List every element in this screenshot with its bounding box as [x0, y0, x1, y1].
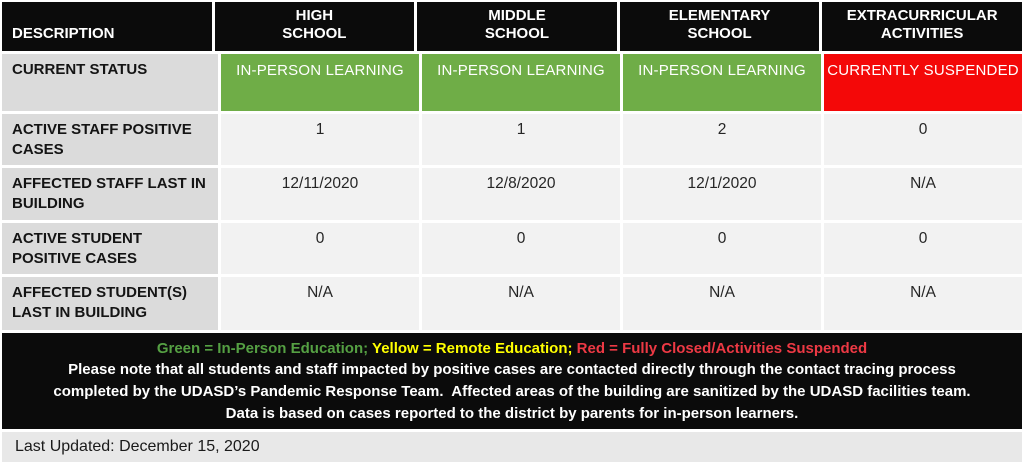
- col-header-line: HIGH: [295, 6, 334, 24]
- value-staff-date-elementary: 12/1/2020: [623, 168, 821, 220]
- col-header-middle-school: [417, 2, 617, 51]
- status-cell-middle-school: IN-PERSON LEARNING: [422, 54, 620, 111]
- table-row-affected-staff-date: [2, 168, 1022, 220]
- table-row-active-student-cases: [2, 223, 1022, 274]
- value-student-date-high: N/A: [221, 277, 419, 330]
- row-label-affected-student-date: AFFECTED STUDENT(S) LAST IN BUILDING: [2, 277, 218, 330]
- value-staff-cases-elementary: 2: [623, 114, 821, 165]
- value-staff-date-extracurricular: N/A: [824, 168, 1022, 220]
- col-header-description: [2, 2, 212, 51]
- status-table: [2, 2, 1022, 330]
- status-cell-elementary-school: IN-PERSON LEARNING: [623, 54, 821, 111]
- value-staff-cases-middle: 1: [422, 114, 620, 165]
- col-header-extracurricular: [822, 2, 1022, 51]
- table-header-row: [2, 2, 1022, 51]
- col-header-description-label: DESCRIPTION: [12, 25, 115, 43]
- value-student-cases-elementary: 0: [623, 223, 821, 274]
- value-staff-date-middle: 12/8/2020: [422, 168, 620, 220]
- last-updated-bar: [2, 432, 1022, 462]
- note-line-2: completed by the UDASD’s Pandemic Response Team. Affected areas of the building are sanitized by the UDASD facilities team.: [53, 383, 971, 400]
- row-label-active-staff-cases: ACTIVE STAFF POSITIVE CASES: [2, 114, 218, 165]
- table-row-current-status: [2, 54, 1022, 111]
- legend-yellow: Yellow = Remote Education;: [372, 339, 573, 357]
- col-header-line: SCHOOL: [687, 25, 752, 43]
- col-header-line: SCHOOL: [484, 25, 550, 43]
- col-header-line: ACTIVITIES: [880, 25, 964, 43]
- legend-green: Green = In-Person Education;: [156, 339, 369, 357]
- col-header-elementary-school: [620, 2, 820, 51]
- value-staff-cases-extracurricular: 0: [824, 114, 1022, 165]
- value-student-cases-extracurricular: 0: [824, 223, 1022, 274]
- col-header-line: SCHOOL: [282, 25, 347, 43]
- value-staff-cases-high: 1: [221, 114, 419, 165]
- note-line-1: Please note that all students and staff impacted by positive cases are contacted directly through the contact tracing process: [68, 361, 956, 379]
- row-label-affected-staff-date: AFFECTED STAFF LAST IN BUILDING: [2, 168, 218, 220]
- col-header-line: MIDDLE: [488, 6, 546, 24]
- col-header-line: EXTRACURRICULAR: [846, 6, 998, 24]
- row-label-active-student-cases: ACTIVE STUDENT POSITIVE CASES: [2, 223, 218, 274]
- value-student-date-middle: N/A: [422, 277, 620, 330]
- row-label-current-status: CURRENT STATUS: [2, 54, 218, 111]
- table-row-active-staff-cases: [2, 114, 1022, 165]
- note-line-3: Data is based on cases reported to the district by parents for in-person learners.: [225, 404, 799, 422]
- value-student-cases-middle: 0: [422, 223, 620, 274]
- color-legend: [8, 338, 1016, 360]
- legend-and-notes-panel: [2, 333, 1022, 429]
- value-student-cases-high: 0: [221, 223, 419, 274]
- col-header-high-school: [215, 2, 415, 51]
- legend-red: Red = Fully Closed/Activities Suspended: [576, 339, 868, 357]
- value-student-date-elementary: N/A: [623, 277, 821, 330]
- value-student-date-extracurricular: N/A: [824, 277, 1022, 330]
- table-row-affected-student-date: [2, 277, 1022, 330]
- status-cell-high-school: IN-PERSON LEARNING: [221, 54, 419, 111]
- status-cell-extracurricular: CURRENTLY SUSPENDED: [824, 54, 1022, 111]
- value-staff-date-high: 12/11/2020: [221, 168, 419, 220]
- col-header-line: ELEMENTARY: [668, 6, 771, 24]
- last-updated-text: Last Updated: December 15, 2020: [15, 438, 260, 455]
